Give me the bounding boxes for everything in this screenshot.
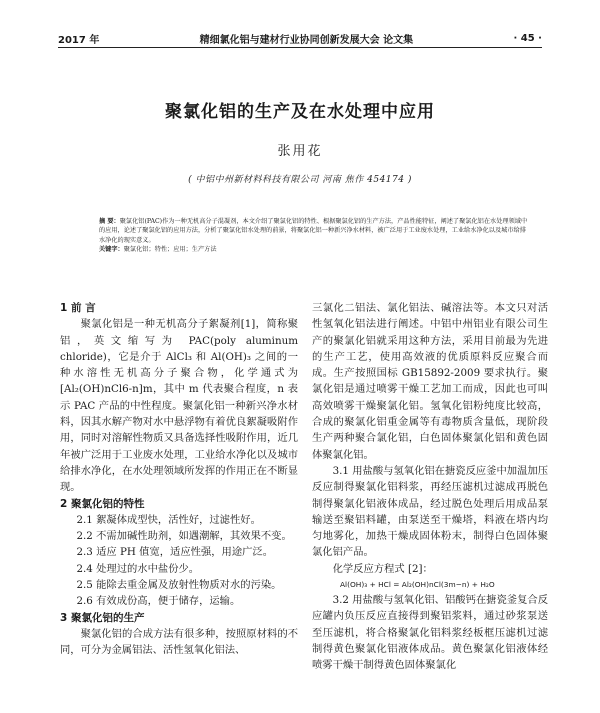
- abstract: [99, 217, 528, 255]
- list-item: 2.2 不需加碱性助剂，如遇潮解，其效果不变。: [76, 530, 292, 543]
- list-item: 2.6 有效成份高，便于储存，运输。: [76, 595, 241, 608]
- paragraph: 化学反应方程式 [2]：: [332, 562, 433, 575]
- running-header: [58, 30, 542, 46]
- section-heading: 1 前 言: [60, 302, 96, 314]
- left-column: [60, 300, 298, 659]
- paragraph: 三氯化二铝法、氯化铝法、碱溶法等。本文只对活性氢氧化铝法进行阐述。中铝中州铝业有限公司生产的聚氯化铝就采用这种方法，采用目前最为先进的生产工艺，使用高效液的优质原料反应聚合而成。生产按照国标 GB15892-2009 要求执行。聚氯化铝是通过喷雾干燥工艺加工而成，因此也可叫高效喷雾干燥聚氯化铝。氢氧化铝粉纯度比较高，合成的聚氯化铝重金属等有毒物质含量低，现阶段生产两种聚合氯化铝，白色固体聚氯化铝和黄色固体聚氯化铝。: [312, 302, 548, 461]
- author-name: 张用花: [277, 144, 323, 159]
- keywords: [99, 245, 528, 254]
- list-item: 2.3 适应 PH 值宽，适应性强，用途广泛。: [76, 546, 274, 559]
- right-column: [312, 300, 548, 674]
- header-rule: [58, 47, 542, 48]
- header-page-number: · 45 ·: [513, 32, 542, 44]
- header-journal: 精细氯化铝与建材行业协同创新发展大会 论文集: [199, 34, 414, 46]
- paper-title: 聚氯化铝的生产及在水处理中应用: [165, 102, 435, 122]
- abstract-label: 摘 要：: [99, 218, 120, 225]
- paragraph: 聚氯化铝是一种无机高分子絮凝剂[1]，简称聚铝，英文缩写为 PAC(poly aluminum chloride)，它是介于 AlCl₃ 和 Al(OH)₃ 之间的一种水溶性无机高分子聚合物，化学通式为 [Al₂(OH)nCl6-n]m，其中 m 代表聚合程度，n 表示 PAC 产品的中性程度。聚氯化铝一种新兴净水材料，因其水解产物对水中悬浮物有着优良絮凝吸附作用，同时对溶解性物质又具备选择性吸附作用，近几年被广泛用于工业废水处理，工业给水净化以及城市给排水净化，在水处理领域所发挥的作用正在不断显现。: [60, 318, 298, 494]
- abstract-body: [99, 217, 528, 245]
- affiliation: ( 中铝中州新材料科技有限公司 河南 焦作 454174 ): [188, 175, 412, 185]
- list-item: 2.4 处理过的水中盐份少。: [76, 562, 200, 575]
- list-item: 2.1 絮凝体成型快，活性好，过滤性好。: [76, 513, 261, 526]
- list-item: 2.5 能除去重金属及放射性物质对水的污染。: [76, 579, 282, 592]
- paragraph: 3.1 用盐酸与氢氧化铝在搪瓷反应釜中加温加压反应制得聚氯化铝料浆，再经压滤机过滤成再脱色制得聚氯化铝液体成品，经过脱色处理后用成品泵输送至聚铝料罐，由泵送至干燥塔，料液在塔内均匀地雾化，加热干燥成固体粉末，制得白色固体聚氯化铝产品。: [312, 464, 548, 559]
- section-heading: 3 聚氯化铝的生产: [60, 611, 145, 624]
- paragraph: 3.2 用盐酸与氢氧化铝、铝酸钙在搪瓷釜复合反应罐内负压反应直接得到聚铝浆料，通过砂浆泵送至压滤机，将合格聚氯化铝料浆经板框压滤机过滤制得黄色聚氯化铝液体成品。黄色聚氯化铝液体经喷雾干燥干制得黄色固体聚氯化: [312, 594, 548, 672]
- header-year: 2017 年: [58, 34, 100, 46]
- paragraph: 聚氯化铝的合成方法有很多种，按照原材料的不同，可分为金属铝法、活性氢氧化铝法、: [60, 627, 298, 657]
- keywords-label: 关键字：: [99, 246, 124, 254]
- section-heading: 2 聚氯化铝的特性: [60, 497, 145, 510]
- keywords-text: 聚氯化铝；特性；应用；生产方法: [123, 246, 217, 254]
- chemical-equation: Al(OH)₃ + HCl = Al₂(OH)nCl(3m−n) + H₂O: [340, 580, 495, 590]
- abstract-text: 聚氯化铝(PAC)作为一种无机高分子混凝剂，本文介绍了聚氯化铝的特性、根据聚氯化铝的生产方法，产品性能特征，阐述了聚氯化铝在水处理领域中的应用，论述了聚氯化铝的应用方法，分析了聚氯化铝水处理的前景，将聚氯化铝一种新兴净水材料，被广泛用于工业废水处理，工业给水净化以及城市给排水净化的现实意义。: [99, 218, 528, 244]
